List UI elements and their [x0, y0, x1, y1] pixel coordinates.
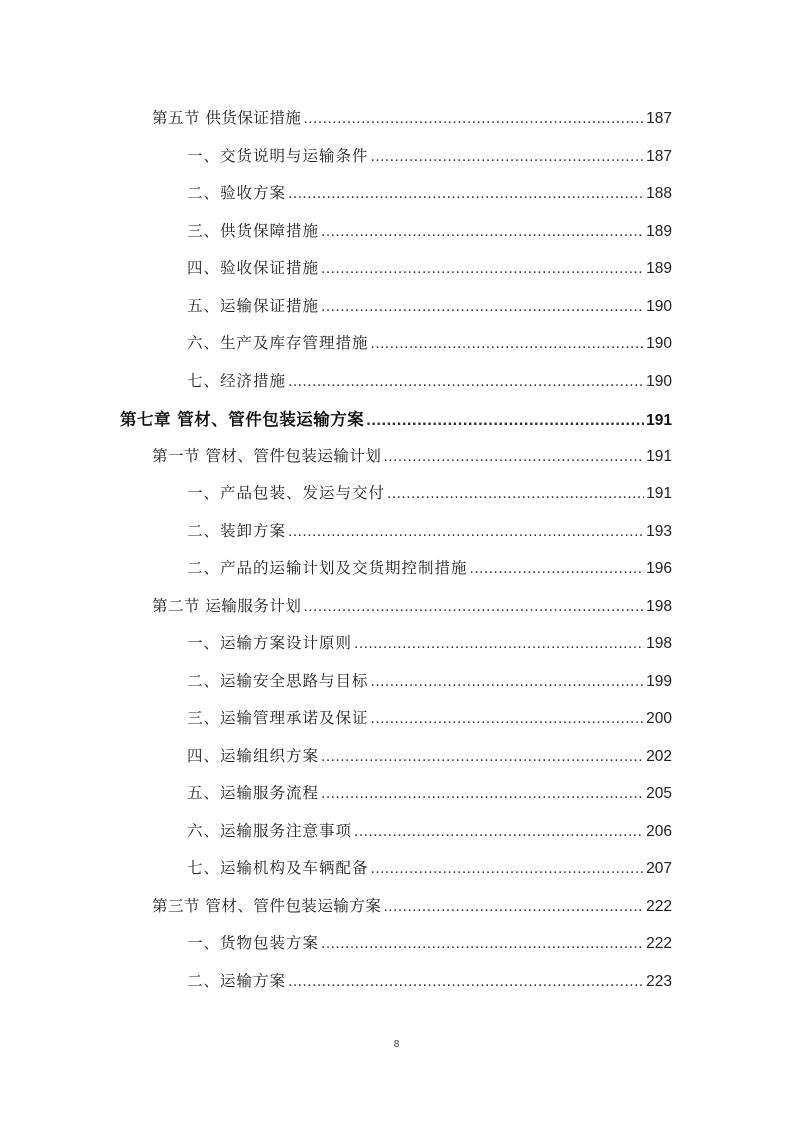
toc-entry-title: 二、产品的运输计划及交货期控制措施: [187, 559, 468, 577]
dot-leader: [371, 710, 645, 728]
toc-entry-item[interactable]: [187, 519, 672, 547]
toc-entry-item[interactable]: [187, 669, 672, 697]
toc-entry-title: 一、运输方案设计原则: [187, 634, 353, 652]
toc-entry-item[interactable]: [187, 856, 672, 884]
toc-entry-title: 二、运输方案: [187, 971, 287, 990]
dot-leader: [288, 973, 644, 991]
dot-leader: [321, 260, 644, 278]
toc-entry-title: 一、货物包装方案: [187, 934, 320, 952]
toc-entry-item[interactable]: [187, 144, 672, 172]
dot-leader: [383, 898, 644, 916]
dot-leader: [383, 448, 644, 466]
toc-entry-item[interactable]: [187, 819, 672, 847]
toc-entry-page: 206: [646, 822, 672, 840]
toc-entry-item[interactable]: [187, 931, 672, 959]
dot-leader: [288, 523, 644, 541]
dot-leader: [303, 110, 644, 128]
toc-entry-page: 191: [646, 485, 672, 502]
toc-entry-page: 190: [646, 335, 672, 352]
dot-leader: [371, 673, 645, 691]
toc-entry-page: 223: [646, 972, 672, 990]
toc-entry-title: 四、验收保证措施: [187, 259, 320, 277]
toc-entry-title: 第一节 管材、管件包装运输计划: [152, 446, 382, 465]
toc-entry-section[interactable]: [152, 106, 672, 134]
toc-entry-title: 六、生产及库存管理措施: [187, 334, 369, 352]
toc-entry-item[interactable]: [187, 969, 672, 997]
toc-entry-item[interactable]: [187, 744, 672, 772]
toc-entry-page: 196: [646, 560, 672, 577]
toc-entry-page: 198: [646, 635, 672, 652]
toc-entry-page: 199: [646, 672, 672, 690]
dot-leader: [366, 411, 644, 430]
dot-leader: [288, 185, 644, 203]
toc-entry-item[interactable]: [187, 481, 672, 509]
toc-entry-item[interactable]: [187, 181, 672, 209]
toc-entry-page: 207: [646, 860, 672, 877]
toc-entry-title: 第七章 管材、管件包装运输方案: [120, 410, 365, 429]
dot-leader: [288, 373, 644, 391]
toc-entry-item[interactable]: [187, 256, 672, 284]
toc-entry-item[interactable]: [187, 369, 672, 397]
toc-entry-page: 193: [646, 522, 672, 540]
toc-entry-title: 一、交货说明与运输条件: [187, 146, 369, 165]
page-number: 8: [393, 1039, 400, 1050]
toc-entry-page: 187: [646, 110, 672, 127]
toc-entry-item[interactable]: [187, 556, 672, 584]
toc-entry-title: 二、装卸方案: [187, 521, 287, 540]
toc-entry-title: 第三节 管材、管件包装运输方案: [152, 896, 382, 915]
toc-entry-title: 四、运输组织方案: [187, 746, 320, 765]
dot-leader: [321, 748, 644, 766]
toc-entry-page: 222: [646, 935, 672, 952]
toc-entry-page: 191: [646, 412, 672, 429]
toc-entry-page: 187: [646, 147, 672, 165]
toc-entry-title: 二、运输安全思路与目标: [187, 671, 369, 690]
toc-entry-section[interactable]: [152, 444, 672, 472]
toc-entry-page: 189: [646, 222, 672, 240]
toc-entry-section[interactable]: [152, 894, 672, 922]
toc-entry-title: 第二节 运输服务计划: [152, 596, 302, 615]
dot-leader: [371, 335, 645, 353]
toc-entry-title: 一、产品包装、发运与交付: [187, 484, 386, 502]
dot-leader: [470, 560, 645, 578]
toc-entry-page: 190: [646, 297, 672, 315]
toc-entry-title: 三、供货保障措施: [187, 221, 320, 240]
dot-leader: [321, 298, 644, 316]
toc-entry-item[interactable]: [187, 706, 672, 734]
toc-entry-item[interactable]: [187, 294, 672, 322]
toc-entry-item[interactable]: [187, 331, 672, 359]
dot-leader: [387, 485, 644, 503]
toc-entry-page: 205: [646, 785, 672, 802]
dot-leader: [303, 598, 644, 616]
toc-entry-title: 五、运输服务流程: [187, 784, 320, 802]
dot-leader: [321, 785, 644, 803]
toc-entry-item[interactable]: [187, 219, 672, 247]
toc-entry-item[interactable]: [187, 631, 672, 659]
toc-entry-title: 七、经济措施: [187, 371, 287, 390]
toc-entry-section[interactable]: [152, 594, 672, 622]
dot-leader: [371, 860, 645, 878]
dot-leader: [321, 935, 644, 953]
toc-entry-page: 188: [646, 185, 672, 202]
toc-entry-chapter[interactable]: [120, 406, 672, 434]
dot-leader: [371, 148, 645, 166]
toc-entry-title: 五、运输保证措施: [187, 296, 320, 315]
toc-entry-item[interactable]: [187, 781, 672, 809]
dot-leader: [354, 635, 644, 653]
dot-leader: [354, 823, 644, 841]
toc-entry-title: 二、验收方案: [187, 184, 287, 202]
toc-entry-title: 第五节 供货保证措施: [152, 109, 302, 127]
toc-entry-page: 200: [646, 710, 672, 727]
toc-entry-title: 六、运输服务注意事项: [187, 821, 353, 840]
toc-entry-page: 191: [646, 447, 672, 465]
toc-entry-page: 189: [646, 260, 672, 277]
toc-entry-page: 190: [646, 372, 672, 390]
toc-entry-page: 202: [646, 747, 672, 765]
toc-entry-title: 三、运输管理承诺及保证: [187, 709, 369, 727]
toc-entry-page: 198: [646, 597, 672, 615]
dot-leader: [321, 223, 644, 241]
toc-entry-page: 222: [646, 897, 672, 915]
toc-entry-title: 七、运输机构及车辆配备: [187, 859, 369, 877]
